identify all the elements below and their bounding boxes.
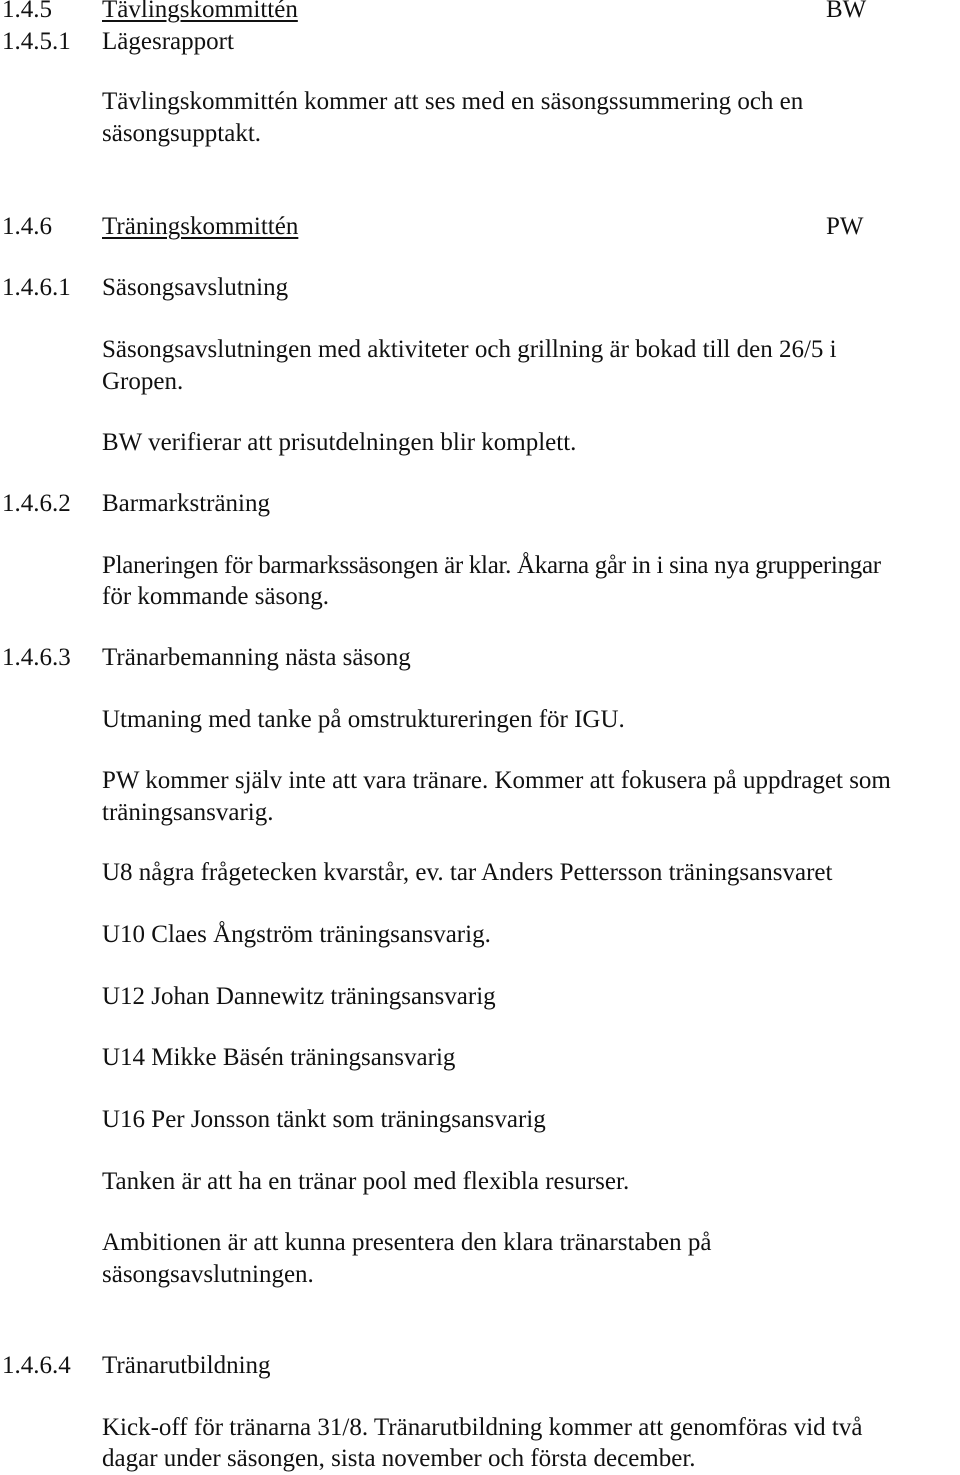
paragraph-line: PW kommer själv inte att vara tränare. Kommer att fokusera på uppdraget som	[102, 767, 891, 794]
paragraph-line: för kommande säsong.	[102, 583, 330, 610]
responsible-initials: PW	[826, 213, 864, 240]
paragraph-line: Kick-off för tränarna 31/8. Tränarutbildning kommer att genomföras vid två	[102, 1414, 863, 1441]
subsection-title: Lägesrapport	[102, 28, 234, 55]
subsection-title: Säsongsavslutning	[102, 274, 289, 301]
paragraph-line: Tävlingskommittén kommer att ses med en säsongssummering och en	[102, 88, 804, 115]
paragraph-line: U12 Johan Dannewitz träningsansvarig	[102, 983, 496, 1010]
paragraph-line: Ambitionen är att kunna presentera den klara tränarstaben på	[102, 1229, 712, 1256]
subsection-title: Tränarutbildning	[102, 1352, 271, 1379]
subsection-number: 1.4.6.2	[2, 490, 71, 517]
responsible-initials: BW	[826, 0, 867, 23]
section-number: 1.4.5	[2, 0, 52, 23]
paragraph-line: dagar under säsongen, sista november och första december.	[102, 1445, 696, 1472]
section-title: Träningskommittén	[102, 213, 299, 240]
subsection-number: 1.4.5.1	[2, 28, 71, 55]
subsection-title: Tränarbemanning nästa säsong	[102, 644, 411, 671]
paragraph-line: U10 Claes Ångström träningsansvarig.	[102, 921, 491, 948]
paragraph-line: BW verifierar att prisutdelningen blir komplett.	[102, 429, 577, 456]
paragraph-line: säsongsavslutningen.	[102, 1261, 314, 1288]
paragraph-line: Säsongsavslutningen med aktiviteter och grillning är bokad till den 26/5 i	[102, 336, 837, 363]
subsection-title: Barmarksträning	[102, 490, 271, 517]
paragraph-line: U8 några frågetecken kvarstår, ev. tar Anders Pettersson träningsansvaret	[102, 859, 833, 886]
paragraph-line: Gropen.	[102, 368, 184, 395]
paragraph-line: U16 Per Jonsson tänkt som träningsansvarig	[102, 1106, 546, 1133]
subsection-number: 1.4.6.4	[2, 1352, 71, 1379]
section-title: Tävlingskommittén	[102, 0, 298, 23]
paragraph-line: Planeringen för barmarkssäsongen är klar. Åkarna går in i sina nya grupperingar	[102, 552, 881, 579]
paragraph-line: Utmaning med tanke på omstruktureringen för IGU.	[102, 706, 625, 733]
paragraph-line: säsongsupptakt.	[102, 120, 262, 147]
subsection-number: 1.4.6.3	[2, 644, 71, 671]
paragraph-line: Tanken är att ha en tränar pool med flexibla resurser.	[102, 1168, 630, 1195]
paragraph-line: träningsansvarig.	[102, 799, 274, 826]
section-number: 1.4.6	[2, 213, 52, 240]
subsection-number: 1.4.6.1	[2, 274, 71, 301]
paragraph-line: U14 Mikke Bäsén träningsansvarig	[102, 1044, 456, 1071]
